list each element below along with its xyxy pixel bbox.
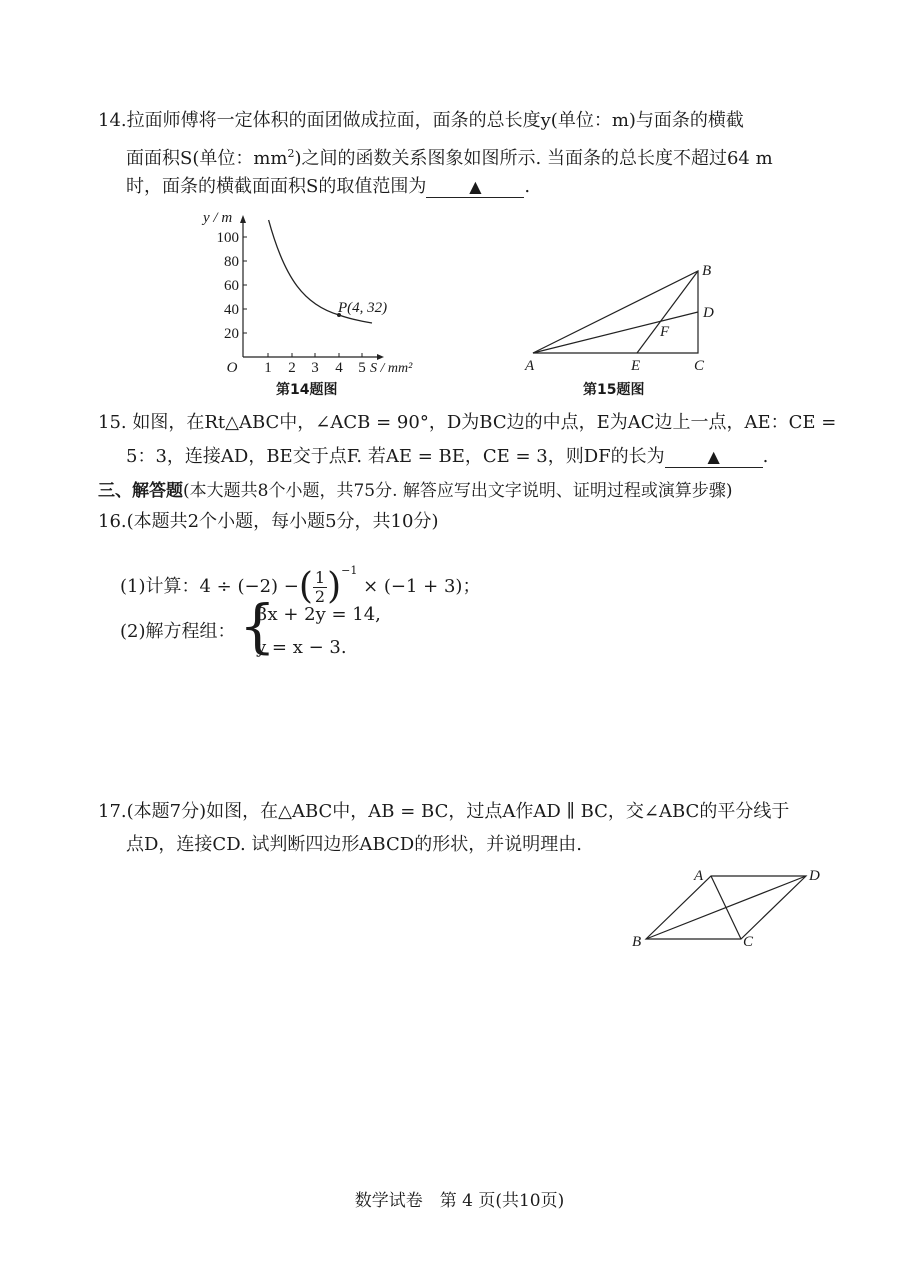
q16-part1-suffix: × (−1 + 3)；: [363, 576, 481, 597]
fig14-ytick-60: 60: [224, 278, 239, 294]
q15-blank-mark: ▲: [707, 447, 720, 466]
q14-end: .: [524, 176, 531, 197]
q16-brace: {: [239, 592, 276, 660]
q17-line-2: 点D，连接CD. 试判断四边形ABCD的形状，并说明理由.: [126, 834, 582, 855]
q14-sup: 2: [287, 147, 295, 160]
q15-line-2: [126, 445, 768, 469]
q14-line-3: [126, 175, 530, 199]
fig15-triangle-abc: [533, 271, 698, 353]
fig14-graph: [198, 198, 418, 378]
fig17-label-a: A: [694, 868, 704, 884]
q16-equation-1: 3x + 2y = 14,: [256, 604, 381, 625]
q16-part-1: (1)计算：4 ÷ (−2) −( $\frac{1}{2}$ )$^{-1}$ × (−1 + 3)；: [120, 564, 481, 607]
fig17-label-b: B: [632, 934, 642, 950]
fig15-label-a: A: [525, 358, 535, 374]
fig14-x-label: S / mm²: [370, 361, 413, 376]
fig15-label-f: F: [660, 324, 670, 340]
fig15-label-b: B: [702, 263, 712, 279]
q16-part-2-prefix: (2)解方程组：: [120, 621, 236, 642]
q17-line-1: 17.(本题7分)如图，在△ABC中，AB = BC，过点A作AD ∥ BC，交∠ABC的平分线于: [98, 801, 790, 822]
fig15-segment-ad: [533, 312, 698, 353]
q16-exponent: −1: [341, 564, 358, 577]
q16-fraction-denominator: 2: [314, 586, 326, 606]
fig14-xtick-4: 4: [335, 360, 343, 376]
fig15-segment-be: [637, 271, 698, 353]
q14-line-2: [126, 142, 773, 171]
fig14-xtick-3: 3: [311, 360, 319, 376]
q15-end: .: [762, 446, 769, 467]
fig14-xtick-1: 1: [264, 360, 272, 376]
fig14-x-arrow: [377, 354, 384, 360]
fig15-label-d: D: [703, 305, 714, 321]
q14-line-1: 14.拉面师傅将一定体积的面团做成拉面，面条的总长度y(单位：m)与面条的横截: [98, 110, 744, 131]
q15-answer-blank[interactable]: [665, 447, 763, 468]
fig14-y-arrow: [240, 215, 246, 223]
fig17-label-d: D: [809, 868, 820, 884]
q15-line-2-text: 5：3，连接AD，BE交于点F. 若AE = BE，CE = 3，则DF的长为: [126, 446, 665, 467]
fig14-ytick-100: 100: [216, 230, 239, 246]
fig14-point-label: P(4, 32): [338, 300, 388, 316]
fig14-y-label: y / m: [203, 210, 233, 226]
q14-blank-mark: ▲: [469, 177, 482, 196]
page-footer: 数学试卷 第 4 页(共10页): [354, 1191, 565, 1211]
q16-part1-prefix: (1)计算：4 ÷ (−2) −: [120, 576, 299, 597]
fig15-label-e: E: [631, 358, 641, 374]
fig14-ytick-80: 80: [224, 254, 239, 270]
q14-line-2a: 面面积S(单位：mm: [126, 148, 288, 169]
q15-line-1: 15. 如图，在Rt△ABC中，∠ACB = 90°，D为BC边的中点，E为AC边上一点，AE：CE =: [98, 412, 837, 433]
fig14-ytick-20: 20: [224, 326, 239, 342]
fig14-ytick-40: 40: [224, 302, 239, 318]
fig15-label-c: C: [694, 358, 705, 374]
q14-line-3-text: 时，面条的横截面面积S的取值范围为: [126, 176, 427, 197]
q16-fraction-numerator: 1: [314, 567, 326, 587]
q16-equation-2: y = x − 3.: [256, 637, 347, 658]
fig15-caption: 第15题图: [583, 382, 645, 398]
fig17-label-c: C: [743, 934, 754, 950]
fig14-origin: O: [226, 360, 238, 376]
section-3-title: 三、解答题: [98, 481, 183, 501]
q14-line-2b: )之间的函数关系图象如图所示. 当面条的总长度不超过64 m: [294, 148, 773, 169]
fig14-xtick-2: 2: [288, 360, 296, 376]
fig17-diagonal-ac: [711, 876, 741, 939]
section-3-heading: [98, 479, 733, 503]
q14-answer-blank[interactable]: [426, 177, 524, 198]
q16-header: 16.(本题共2个小题，每小题5分，共10分): [98, 511, 439, 532]
q16-fraction: [313, 569, 327, 606]
section-3-note: (本大题共8个小题，共75分. 解答应写出文字说明、证明过程或演算步骤): [183, 481, 733, 501]
fig14-xtick-5: 5: [358, 360, 366, 376]
fig15-triangle: [524, 262, 724, 372]
fig14-caption: 第14题图: [276, 382, 338, 398]
fig17-rhombus: [625, 862, 825, 952]
